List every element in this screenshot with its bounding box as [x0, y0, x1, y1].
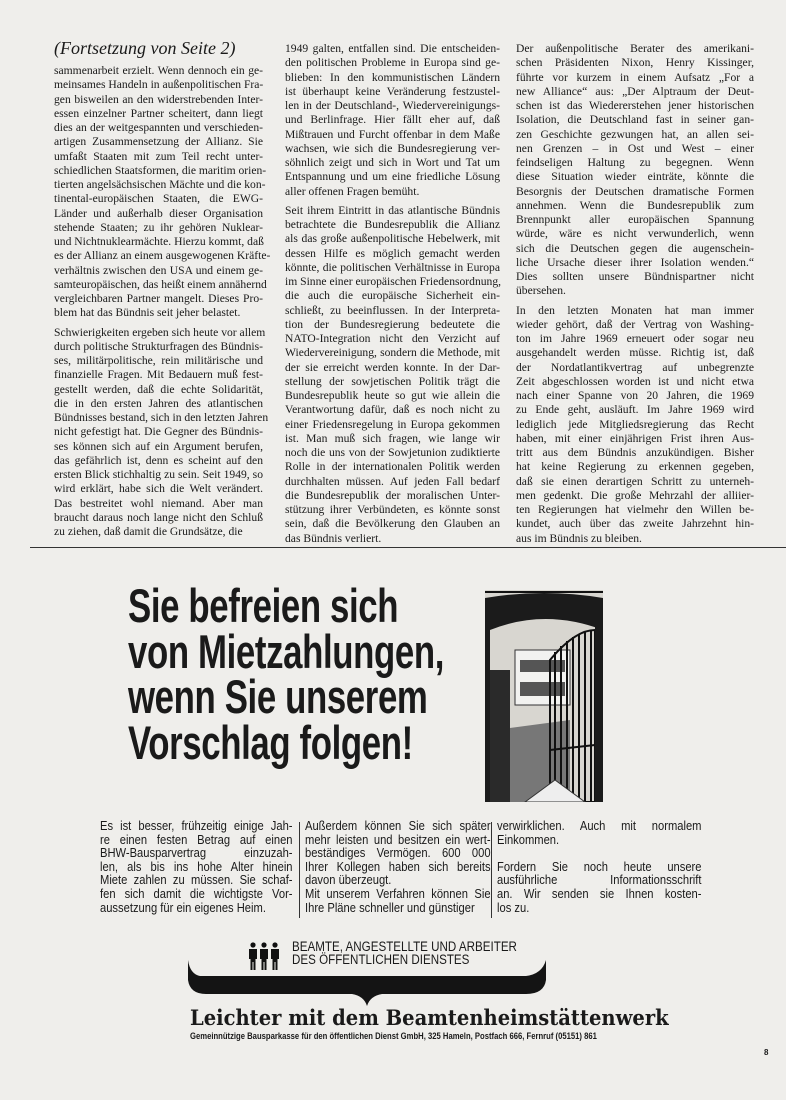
text-line: schen ist das Wiedererstehen jener historischen	[516, 99, 754, 112]
text-line: davon überzeugt.	[305, 872, 392, 888]
ad-slogan: Leichter mit dem Beamtenheimstättenwerk	[190, 1005, 669, 1030]
text-line: haben, mit einer einjährigen Frist ihren Aus-	[516, 431, 754, 445]
text-line: ersten Blick stichhaltig zu sein. Seit 1949, so	[54, 468, 263, 481]
ad-address: Gemeinnützige Bausparkasse für den öffentlichen Dienst GmbH, 325 Hameln, Postfach 666, Fernruf (05151) 861	[190, 1031, 597, 1042]
text-line: sich die Deutschen gegen die augenschein-	[516, 241, 754, 255]
paragraph	[305, 819, 491, 887]
text-line: liche Ursache dieser ihrer Isolation wenden.“	[516, 255, 754, 269]
text-line: essen einzelner Partner scheitert, dann liegt	[54, 106, 263, 120]
text-line: wieder gehört, daß der Vertrag von Washing-	[516, 317, 754, 331]
text-line: gen bisweilen an den widerstrebenden Inter-	[54, 92, 263, 106]
text-line: blieben: In den kommunistischen Ländern	[285, 70, 500, 84]
text-line: durch politische Strukturfragen des Bündnis-	[54, 339, 263, 353]
page-number: 8	[764, 1048, 769, 1057]
text-line: men gedenkt. Die große Mehrzahl der alliier-	[516, 488, 754, 502]
ad-body-column-3	[497, 819, 702, 914]
text-line: len, als bis ins hohe Alter hinein	[100, 858, 293, 874]
article-column-2	[285, 42, 500, 551]
text-line: den politischen Probleme in Europa sind ge-	[285, 56, 500, 70]
text-line: umfaßt Staaten mit zum Teil recht unter-	[54, 149, 263, 163]
text-line: ses können sich auf ein Argument berufen,	[54, 439, 263, 453]
text-line: daß sie einen derartigen Schritt zu unterneh-	[516, 474, 754, 488]
text-line: schließt, zu beeinflussen. In der Interpreta-	[285, 303, 500, 317]
text-line: die Bundesrepublik der moralischen Unter-	[285, 488, 500, 502]
text-line: einer Friedensregelung in Europa gekommen	[285, 417, 500, 431]
text-line: Einkommen.	[497, 831, 560, 847]
text-line: Entspannung und um eine friedliche Lösung	[285, 170, 500, 184]
text-line: ton im Jahre 1969 erneuert oder sogar neu	[516, 332, 754, 345]
text-line: tierten angelsächsischen Mächte und die kon-	[54, 178, 266, 191]
text-line: es der Allianz an einem ausgewogenen Kräfte-	[54, 249, 271, 263]
text-line: len in der Deutschland-, Wiedervereinigungs-	[285, 99, 500, 112]
text-line: nen Grenzen – in Ost und West – einer	[516, 141, 754, 155]
brace-logo-shape	[186, 960, 548, 1006]
paragraph	[285, 42, 500, 199]
text-line: Das bestreitet wohl niemand. Aber man	[54, 496, 263, 510]
text-line: Verantwortung dafür, daß es noch nicht zu	[285, 403, 500, 417]
paragraph	[54, 64, 271, 321]
text-line: 1949 galten, entfallen sind. Die entscheiden-	[285, 42, 500, 55]
text-line: und Berlinfrage. Hier fällt eher auf, daß	[285, 113, 500, 127]
text-line: Bundesrepublik heute so gut wie allein die	[285, 389, 500, 402]
text-line: Miete zahlen zu müssen. Sie schaf-	[100, 872, 293, 888]
text-line: aus im Bündnis zu bleiben.	[516, 531, 642, 545]
text-line: Isolation, die Deutschland fast in seiner gan-	[516, 113, 754, 127]
text-line: ten Regierungen hat vielmehr den Willen be-	[516, 503, 754, 516]
org-line: DES ÖFFENTLICHEN DIENSTES	[292, 952, 470, 967]
text-line: durchhalten müssen. Auf jeden Fall bedarf	[285, 474, 500, 488]
text-line: Fordern Sie noch heute unsere	[497, 858, 702, 874]
text-line: tinental-europäischen Staaten, die EWG-	[54, 192, 263, 206]
paragraph	[516, 304, 754, 546]
text-line: NATO-Integration nicht den Verzicht auf	[285, 332, 500, 345]
text-line: beständiges Vermögen. 600 000	[305, 845, 491, 861]
text-line: schiedlichen Staatsformen, die maritim orien-	[54, 163, 267, 177]
text-line: das Bündnis verliert.	[285, 531, 382, 545]
article-column-1	[54, 64, 271, 544]
ad-headline	[128, 579, 445, 769]
text-line: Außerdem können Sie sich später	[305, 818, 491, 833]
text-line: wird erklärt, habe sich die Welt verändert.	[54, 482, 263, 496]
paragraph	[100, 819, 293, 914]
ad-headline-line: wenn Sie unserem	[128, 670, 428, 723]
text-line: Brennpunkt aller europäischen Spannung	[516, 213, 754, 226]
text-line: verhältnis zwischen den USA und einem ge-	[54, 263, 263, 277]
text-line: mehr leisten und besitzen ein wert-	[305, 831, 491, 847]
text-line: söhnlich zeigt und sich in Wort und Tat um	[285, 156, 500, 169]
text-line: Mit unserem Verfahren können Sie	[305, 885, 491, 901]
text-line: Es ist besser, frühzeitig einige Jah-	[100, 818, 293, 833]
ad-headline-line: von Mietzahlungen,	[128, 624, 445, 678]
text-line: sammenarbeit erzielt. Wenn dennoch ein ge-	[54, 64, 263, 77]
text-line: gestellt werden, daß die echte Solidarität,	[54, 382, 263, 396]
text-line: hat keine Regierung zu erkennen gegeben,	[516, 460, 754, 474]
text-line: dessen Hilfe es möglich gemacht werden	[285, 246, 500, 260]
text-line: Seit ihrem Eintritt in das atlantische Bündnis	[285, 203, 500, 217]
text-line: zen Geschichte gezwungen hat, an allen sei-	[516, 127, 754, 141]
text-line: ist überhaupt keine Veränderung festzustel-	[285, 84, 500, 98]
text-line: lediglich jede Mitgliedsregierung das Recht	[516, 417, 754, 431]
ad-body-column-2	[305, 819, 491, 914]
text-line: meinsames Handeln in außenpolitischen Fra-	[54, 78, 264, 92]
text-line: wachsen, wie sich die Bundesregierung ver-	[285, 141, 500, 155]
text-line: würde, wäre es nicht verwunderlich, wenn	[516, 227, 754, 241]
column-separator	[299, 822, 300, 918]
paragraph	[497, 819, 702, 846]
text-line: schen Präsidenten Nixon, Henry Kissinger,	[516, 56, 754, 70]
text-line: kundet, auch über das zweite Jahrzehnt hin-	[516, 517, 754, 531]
text-line: Schwierigkeiten ergeben sich heute vor allem	[54, 325, 266, 339]
text-line: verwirklichen. Auch mit normalem	[497, 818, 702, 833]
text-line: stehende Staaten; zu ihr gehören Nuklear-	[54, 220, 263, 234]
text-line: die auch die europäische Sicherheit ein-	[285, 289, 500, 303]
paragraph	[54, 325, 269, 540]
ad-body-column-1	[100, 819, 293, 914]
text-line: Länder und außerhalb dieser Organisation	[54, 206, 263, 220]
text-line: stützung ihrer Verbündeten, es könnte sonst	[285, 503, 500, 516]
text-line: ausführliche Informationsschrift	[497, 872, 702, 888]
text-line: zu ziehen, daß damit die Grundsätze, die	[54, 525, 243, 538]
text-line: re einen festen Betrag auf einen	[100, 831, 293, 847]
text-line: Ihre Pläne schneller und günstiger	[305, 899, 475, 915]
text-line: das gefährlich ist, denn es scheint auf den	[54, 453, 263, 467]
text-line: betrachtete die Bundesrepublik die Allianz	[285, 218, 500, 231]
text-line: sein, daß die Bevölkerung den Glauben an	[285, 517, 500, 531]
text-line: ses, militärpolitische, rein militärische und	[54, 354, 263, 367]
text-line: könnte, die politischen Verhältnisse in Europa	[285, 260, 500, 274]
text-line: der sie erreicht werden konnte. In der Dar-	[285, 360, 500, 374]
text-line: tritt aus dem Bündnis anzukündigen. Bisher	[516, 446, 754, 459]
text-line: Wiedervereinigung, sondern die Methode, mit	[285, 346, 500, 360]
text-line: dies an der weitgespannten und verschieden-	[54, 121, 263, 134]
text-line: zu Ende geht, ausläuft. Im Jahre 1969 wird	[516, 403, 754, 417]
text-line: braucht daraus noch lange nicht den Schluß	[54, 510, 263, 524]
text-line: Mißtrauen und Furcht offenbar in dem Maße	[285, 127, 500, 141]
ad-headline-line: Sie befreien sich	[128, 579, 399, 632]
org-line: BEAMTE, ANGESTELLTE UND ARBEITER	[292, 939, 517, 954]
text-line: ausgehandelt werden müsse. Richtig ist, daß	[516, 346, 754, 360]
text-line: annehmen. Wenn die Bundesrepublik zum	[516, 198, 754, 212]
continuation-heading: (Fortsetzung von Seite 2)	[54, 38, 236, 58]
paragraph	[516, 42, 754, 299]
text-line: der Nordatlantikvertrag auf unbegrenzte	[516, 360, 754, 374]
section-divider	[30, 547, 786, 548]
text-line: Rolle in der internationalen Politik werden	[285, 460, 500, 474]
text-line: Ihrer Kollegen haben sich bereits	[305, 858, 491, 874]
text-line: aussetzung für ein eigenes Heim.	[100, 899, 266, 915]
text-line: new Alliance“ aus: „Der Alptraum der Deut-	[516, 84, 754, 98]
text-line: In den letzten Monaten hat man immer	[516, 303, 754, 317]
text-line: als das große außenpolitische Hebelwerk, mit	[285, 232, 500, 246]
paragraph-gap	[497, 846, 702, 860]
text-line: vergleichbaren Partner mangelt. Dieses Pro-	[54, 292, 263, 305]
text-line: noch die uns von der Sowjetunion zudiktierte	[285, 446, 500, 459]
text-line: fen sich damit die wichtigste Vor-	[100, 885, 293, 901]
text-line: feindseligen Haltung zu begegnen. Wenn	[516, 156, 754, 169]
text-line: Zeit abgeschlossen worden ist und nicht etwa	[516, 374, 754, 388]
text-line: übersehen.	[516, 284, 566, 298]
text-line: finanzielle Fragen. Mit Bedauern muß fest-	[54, 368, 263, 382]
text-line: und Nichtnuklearmächte. Hierzu kommt, daß	[54, 235, 264, 248]
text-line: diese Situation wieder einträte, könnte die	[516, 170, 754, 184]
text-line: los zu.	[497, 899, 530, 915]
paragraph	[285, 204, 500, 546]
column-separator	[491, 822, 492, 918]
ad-headline-line: Vorschlag folgen!	[128, 715, 413, 769]
text-line: Dies sollten unsere Bündnispartner nicht	[516, 270, 754, 283]
text-line: blem hat das Bündnis seit jeher belastet.	[54, 306, 241, 320]
text-line: aller offenen Fragen bemüht.	[285, 184, 420, 198]
text-line: nicht gefestigt hat. Die Gegner des Bündnis-	[54, 425, 263, 439]
paragraph	[305, 887, 491, 914]
text-line: führte vor kurzem in einem Aufsatz „For a	[516, 70, 754, 84]
paragraph	[497, 860, 702, 914]
text-line: Der außenpolitische Berater des amerikani-	[516, 42, 754, 55]
text-line: samteuropäischen, das heißt einem annähernd	[54, 277, 267, 291]
text-line: Besorgnis der Deutschen dramatische Formen	[516, 184, 754, 198]
text-line: im Sinne einer europäischen Friedensordnung,	[285, 275, 502, 288]
text-line: an. Wir senden sie Ihnen kosten-	[497, 885, 702, 901]
article-column-3	[516, 42, 754, 551]
text-line: ist. Man muß sich fragen, wie lange wir	[285, 431, 500, 445]
text-line: artigen Zusammensetzung der Allianz. Sie	[54, 135, 263, 149]
gate-photo	[485, 590, 603, 802]
text-line: BHW-Bausparvertrag einzuzah-	[100, 845, 293, 861]
text-line: stellung der sowjetischen Politik trägt die	[285, 374, 500, 388]
text-line: tion der Bundesregierung bedeutete die	[285, 317, 500, 331]
text-line: die in den ersten Jahren des atlantischen	[54, 396, 263, 410]
text-line: nach einer Spanne von 20 Jahren, die 1969	[516, 389, 754, 402]
text-line: Bündnisses bestand, sich in den letzten Jahren	[54, 411, 269, 424]
